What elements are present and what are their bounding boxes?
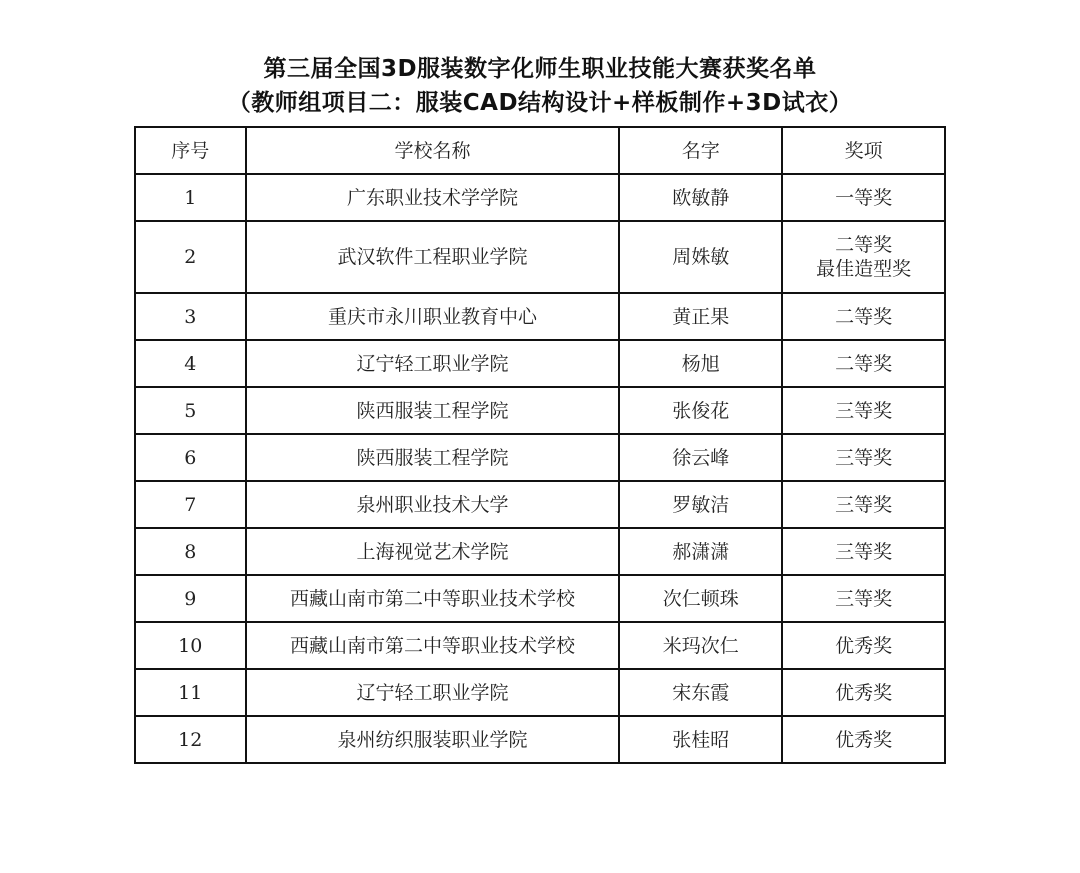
cell-index: 1 (135, 174, 246, 221)
cell-name: 张桂昭 (619, 716, 782, 763)
cell-award (782, 622, 945, 669)
cell-award (782, 387, 945, 434)
cell-award (782, 575, 945, 622)
cell-school: 上海视觉艺术学院 (246, 528, 620, 575)
award-text: 一等奖 (835, 186, 893, 209)
table-row (135, 387, 945, 434)
award-text: 优秀奖 (835, 728, 893, 751)
table-row (135, 293, 945, 340)
cell-school: 陕西服装工程学院 (246, 434, 620, 481)
cell-school: 泉州职业技术大学 (246, 481, 620, 528)
award-text: 二等奖 (835, 352, 893, 375)
cell-name: 郝潇潇 (619, 528, 782, 575)
header-school: 学校名称 (246, 127, 620, 174)
cell-award (782, 669, 945, 716)
cell-award (782, 481, 945, 528)
cell-school: 陕西服装工程学院 (246, 387, 620, 434)
award-text: 优秀奖 (835, 681, 893, 704)
cell-award (782, 434, 945, 481)
table-row (135, 575, 945, 622)
award-text: 三等奖 (835, 446, 893, 469)
cell-school: 西藏山南市第二中等职业技术学校 (246, 575, 620, 622)
cell-index: 12 (135, 716, 246, 763)
header-award: 奖项 (782, 127, 945, 174)
header-name: 名字 (619, 127, 782, 174)
award-text: 二等奖 (835, 234, 893, 256)
cell-index: 10 (135, 622, 246, 669)
cell-name: 周姝敏 (619, 221, 782, 293)
document-subtitle: （教师组项目二：服装CAD结构设计+样板制作+3D试衣） (227, 90, 853, 116)
cell-index: 2 (135, 221, 246, 293)
cell-name: 欧敏静 (619, 174, 782, 221)
cell-name: 徐云峰 (619, 434, 782, 481)
cell-name: 黄正果 (619, 293, 782, 340)
document-title: 第三届全国3D服装数字化师生职业技能大赛获奖名单 (263, 56, 817, 82)
cell-award (782, 340, 945, 387)
cell-index: 7 (135, 481, 246, 528)
cell-name: 宋东霞 (619, 669, 782, 716)
cell-school: 辽宁轻工职业学院 (246, 340, 620, 387)
table-row (135, 221, 945, 293)
award-text: 三等奖 (835, 493, 893, 516)
award-text: 二等奖 (835, 305, 893, 328)
cell-index: 11 (135, 669, 246, 716)
cell-award (782, 221, 945, 293)
cell-award (782, 528, 945, 575)
table-row (135, 434, 945, 481)
table-row (135, 340, 945, 387)
cell-name: 次仁顿珠 (619, 575, 782, 622)
table-row (135, 528, 945, 575)
header-index: 序号 (135, 127, 246, 174)
cell-index: 8 (135, 528, 246, 575)
cell-name: 杨旭 (619, 340, 782, 387)
table-row (135, 174, 945, 221)
table-row (135, 716, 945, 763)
cell-school: 广东职业技术学学院 (246, 174, 620, 221)
table-row (135, 622, 945, 669)
cell-school: 泉州纺织服装职业学院 (246, 716, 620, 763)
award-text: 三等奖 (835, 587, 893, 610)
cell-school: 重庆市永川职业教育中心 (246, 293, 620, 340)
awards-table (134, 126, 946, 764)
cell-school: 西藏山南市第二中等职业技术学校 (246, 622, 620, 669)
cell-name: 张俊花 (619, 387, 782, 434)
award-text: 三等奖 (835, 399, 893, 422)
cell-index: 5 (135, 387, 246, 434)
award-text: 最佳造型奖 (816, 258, 912, 280)
cell-index: 4 (135, 340, 246, 387)
table-row (135, 669, 945, 716)
cell-award (782, 174, 945, 221)
cell-school: 辽宁轻工职业学院 (246, 669, 620, 716)
cell-index: 9 (135, 575, 246, 622)
cell-name: 米玛次仁 (619, 622, 782, 669)
cell-index: 6 (135, 434, 246, 481)
cell-index: 3 (135, 293, 246, 340)
cell-name: 罗敏洁 (619, 481, 782, 528)
award-text: 三等奖 (835, 540, 893, 563)
cell-award (782, 293, 945, 340)
table-row (135, 481, 945, 528)
cell-school: 武汉软件工程职业学院 (246, 221, 620, 293)
award-text: 优秀奖 (835, 634, 893, 657)
table-header-row (135, 127, 945, 174)
cell-award (782, 716, 945, 763)
